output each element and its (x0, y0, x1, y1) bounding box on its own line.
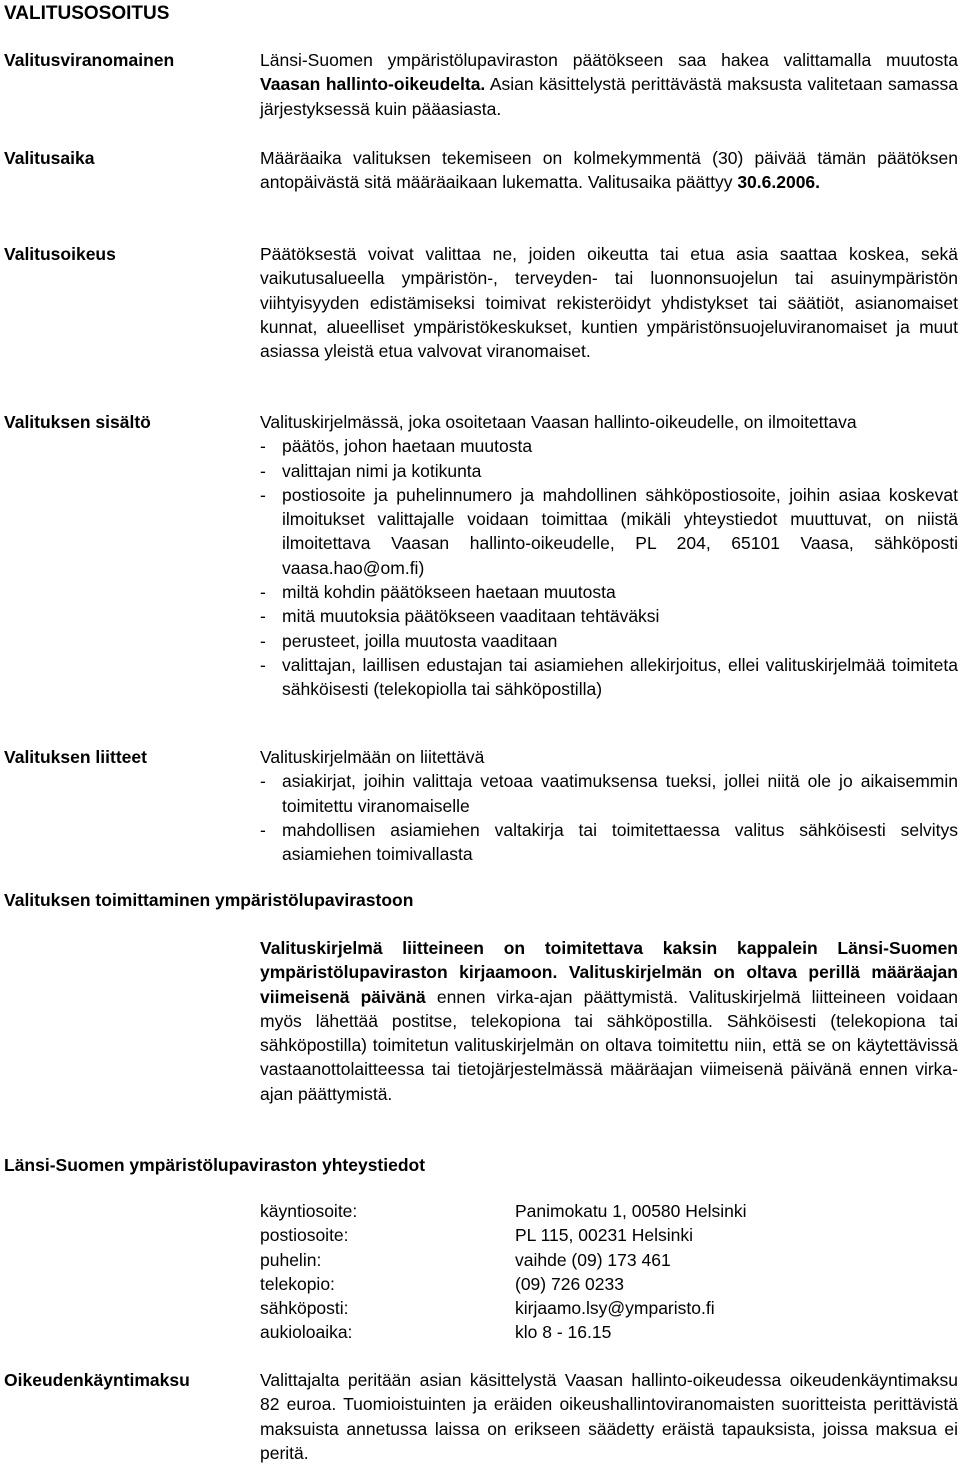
label-valituksen-sisalto: Valituksen sisältö (4, 412, 151, 432)
text-part: Määräaika valituksen tekemiseen on kolmekymmentä (30) päivää tämän päätöksen antopäivästä sitä määräaikaan lukematta. Valitusaika päättyy (260, 148, 958, 193)
sisalto-list (260, 434, 958, 701)
list-item: - mitä muutoksia päätökseen vaaditaan tehtäväksi (260, 604, 958, 628)
list-item: - asiakirjat, joihin valittaja vetoaa vaatimuksensa tueksi, jollei niitä ole jo aikaisemmin toimitettu viranomaiselle (260, 769, 958, 818)
label-valituksen-liitteet: Valituksen liitteet (4, 747, 147, 767)
text-toimittaminen (260, 936, 958, 1106)
contact-key: aukioloaika: (260, 1322, 353, 1343)
paragraph-valitusoikeus: Päätöksestä voivat valittaa ne, joiden oikeutta tai etua asia saattaa koskea, sekä vaikutusalueella ympäristön-, terveyden- tai luonnonsuojelun tai asuinympäristön viihtyisyyden edistämiseksi toimivat rekisteröidyt yhdistykset tai säätiöt, asianomaiset kunnat, alueelliset ympäristökeskukset, kuntien ympäristönsuojeluviranomaiset ja muut asiassa yleistä etua valvovat viranomaiset. (260, 244, 958, 362)
contact-key: telekopio: (260, 1273, 335, 1294)
contact-info (260, 1199, 958, 1345)
text-valituksen-sisalto (260, 410, 958, 702)
text-oikeudenkayntimaksu (260, 1368, 958, 1465)
heading-toimittaminen: Valituksen toimittaminen ympäristölupavirastoon (4, 890, 414, 910)
text-valituksen-liitteet (260, 745, 958, 866)
text-part: Asian käsittelystä perittävästä maksusta valitetaan samassa järjestyksessä kuin pääasiasta. (260, 74, 958, 119)
text-valitusaika (260, 146, 958, 195)
contact-row (260, 1296, 747, 1320)
label-valitusoikeus: Valitusoikeus (4, 244, 116, 264)
court-name: Vaasan hallinto-oikeudelta. (260, 74, 486, 95)
contact-row (260, 1248, 747, 1272)
label-valitusviranomainen: Valitusviranomainen (4, 50, 175, 70)
text-part: ennen virka-ajan päättymistä. Valituskirjelmä liitteineen voidaan myös lähettää postitse, telekopiona tai sähköpostilla. Sähköisesti (telekopiona tai sähköpostilla) toimitetun valituskirjelmän on oltava toimitettu niin, että se on käytettävissä vastaanottolaitteessa tai tietojärjestelmässä määräajan viimeisenä päivänä ennen virka-ajan päättymistä. (260, 986, 958, 1104)
liitteet-list (260, 769, 958, 866)
contact-row (260, 1272, 747, 1296)
deadline-date: 30.6.2006. (737, 172, 821, 193)
list-item: - postiosoite ja puhelinnumero ja mahdollinen sähköpostiosoite, joihin asiaa koskevat ilmoitukset valittajalle voidaan toimittaa (mikäli yhteystiedot muuttuvat, on niistä ilmoitettava Vaasan hallinto-oikeudelle, PL 204, 65101 Vaasa, sähköposti vaasa.hao@om.fi) (260, 483, 958, 580)
list-item: - valittajan nimi ja kotikunta (260, 459, 958, 483)
paragraph-toimittaminen (260, 936, 958, 1106)
contact-value: PL 115, 00231 Helsinki (515, 1225, 694, 1246)
contact-value: (09) 726 0233 (515, 1273, 624, 1294)
contact-key: käyntiosoite: (260, 1201, 358, 1221)
list-item: - perusteet, joilla muutosta vaaditaan (260, 629, 958, 653)
document-title: VALITUSOSOITUS (4, 3, 170, 24)
paragraph-oikeudenkayntimaksu: Valittajalta peritään asian käsittelystä Vaasan hallinto-oikeudessa oikeudenkäyntimaksu 82 euroa. Tuomioistuinten ja eräiden oikeushallintoviranomaisten suoritteista perittävistä maksuista annetussa laissa on erikseen säädetty eräistä tapauksista, joissa maksua ei peritä. (260, 1370, 958, 1463)
list-item: - miltä kohdin päätökseen haetaan muutosta (260, 580, 958, 604)
list-item: - mahdollisen asiamiehen valtakirja tai toimitettaessa valitus sähköisesti selvitys asiamiehen toimivallasta (260, 818, 958, 867)
contact-value: vaihde (09) 173 461 (515, 1249, 671, 1270)
label-oikeudenkayntimaksu: Oikeudenkäyntimaksu (4, 1370, 190, 1390)
contact-row (260, 1320, 747, 1344)
contact-key: puhelin: (260, 1249, 322, 1270)
list-item: - päätös, johon haetaan muutosta (260, 434, 958, 458)
contact-value: klo 8 - 16.15 (515, 1322, 612, 1343)
list-item: - valittajan, laillisen edustajan tai asiamiehen allekirjoitus, ellei valituskirjelmää toimiteta sähköisesti (telekopiolla tai sähköpostilla) (260, 653, 958, 702)
text-valitusviranomainen (260, 48, 958, 121)
paragraph-valitusviranomainen (260, 48, 958, 121)
liitteet-intro: Valituskirjelmään on liitettävä (260, 747, 485, 767)
paragraph-valitusaika (260, 146, 958, 195)
heading-yhteystiedot: Länsi-Suomen ympäristölupaviraston yhteystiedot (4, 1155, 426, 1175)
text-bold: Valituskirjelmän on oltava perillä määräajan viimeisenä päivänä (260, 962, 958, 1007)
text-bold: Valituskirjelmä liitteineen on toimitettava kaksin kappalein Länsi-Suomen ympäristölupaviraston kirjaamoon. (260, 938, 958, 983)
contact-table (260, 1199, 747, 1345)
sisalto-intro: Valituskirjelmässä, joka osoitetaan Vaasan hallinto-oikeudelle, on ilmoitettava (260, 412, 857, 432)
contact-value: Panimokatu 1, 00580 Helsinki (515, 1201, 747, 1221)
contact-row (260, 1199, 747, 1223)
contact-key: postiosoite: (260, 1225, 349, 1246)
text-part: Länsi-Suomen ympäristölupaviraston päätökseen saa hakea valittamalla muutosta (260, 50, 958, 70)
contact-value: kirjaamo.lsy@ymparisto.fi (515, 1298, 715, 1319)
contact-row (260, 1223, 747, 1247)
text-valitusoikeus (260, 242, 958, 363)
contact-key: sähköposti: (260, 1298, 349, 1319)
label-valitusaika: Valitusaika (4, 148, 95, 168)
